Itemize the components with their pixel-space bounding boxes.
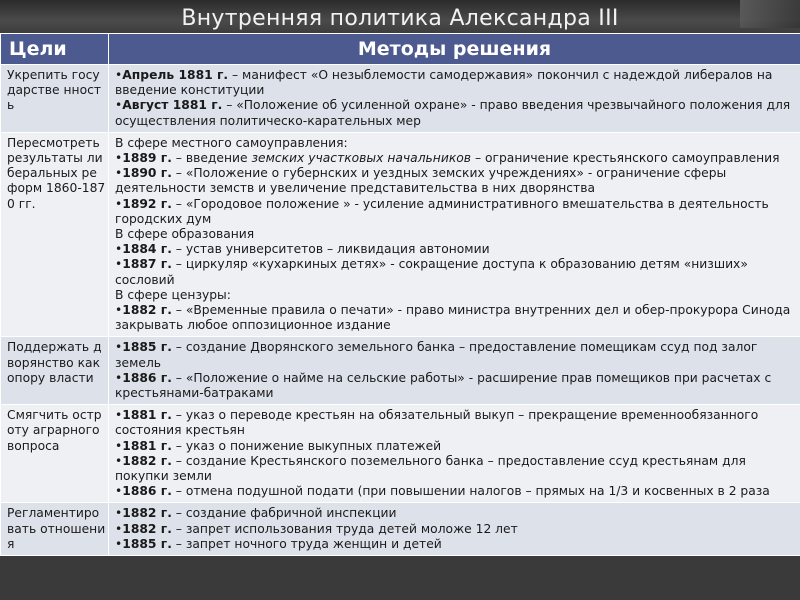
date-label: 1882 г. <box>122 453 172 468</box>
method-line <box>115 257 796 287</box>
slide-title: Внутренняя политика Александра III <box>181 6 619 31</box>
method-text: – циркуляр «кухаркиных детях» - сокращение доступа к образованию детям «низших» сословий <box>115 257 748 287</box>
bullet: • <box>115 242 123 257</box>
header-goals: Цели <box>1 34 109 65</box>
date-label: 1886 г. <box>122 370 172 385</box>
date-label: 1885 г. <box>122 536 172 551</box>
method-line <box>115 303 796 333</box>
method-text: – создание фабричной инспекции <box>171 506 397 521</box>
method-line <box>115 439 796 454</box>
table-row <box>1 65 800 133</box>
method-line <box>115 371 796 401</box>
bullet: • <box>115 536 123 551</box>
method-line <box>115 288 796 303</box>
bullet: • <box>115 438 123 453</box>
date-label: 1882 г. <box>122 506 172 521</box>
date-label: 1885 г. <box>122 340 172 355</box>
bullet: • <box>115 166 123 181</box>
method-text: – «Положение о губернских и уездных земских учреждениях» - ограничение сферы деятельности земств и увеличение представительства в них дворянства <box>115 166 727 196</box>
date-label: 1890 г. <box>122 166 172 181</box>
method-line <box>115 166 796 196</box>
method-line <box>115 340 796 370</box>
date-label: 1882 г. <box>122 521 172 536</box>
method-line <box>115 537 796 552</box>
table-row <box>1 503 800 556</box>
method-text: – запрет использования труда детей моложе 12 лет <box>171 521 518 536</box>
method-text: – манифест «О незыблемости самодержавия» покончил с надеждой либералов на введение конституции <box>115 68 773 98</box>
goal-cell: Укрепить государстве нность <box>1 65 109 133</box>
policy-table <box>0 33 800 556</box>
bullet: • <box>115 453 123 468</box>
methods-cell <box>109 503 800 556</box>
bullet: • <box>115 340 123 355</box>
method-text: – введение <box>171 151 252 166</box>
bullet: • <box>115 506 123 521</box>
method-text: – указ о переводе крестьян на обязательный выкуп – прекращение временнообязанного состояния крестьян <box>115 408 759 438</box>
method-text: – отмена подушной подати (при повышении налогов – прямых на 1/3 и косвенных в 2 раза <box>171 484 770 499</box>
bullet: • <box>115 408 123 423</box>
goal-cell: Смягчить остроту аграрного вопроса <box>1 405 109 503</box>
method-italic: земских участковых начальников <box>251 151 472 166</box>
method-text: – ограничение крестьянского самоуправления <box>471 151 780 166</box>
bullet: • <box>115 257 123 272</box>
bullet: • <box>115 521 123 536</box>
date-label: Август 1881 г. <box>122 98 223 113</box>
method-text: В сфере местного самоуправления: <box>115 135 348 150</box>
bullet: • <box>115 98 123 113</box>
method-text: – устав университетов – ликвидация автономии <box>171 242 490 257</box>
method-line <box>115 136 796 151</box>
methods-cell <box>109 132 800 337</box>
bullet: • <box>115 370 123 385</box>
goal-cell: Поддержать дворянство как опору власти <box>1 337 109 405</box>
date-label: 1884 г. <box>122 242 172 257</box>
method-line <box>115 227 796 242</box>
method-text: – «Положение о найме на сельские работы» - расширение прав помещиков при расчетах с крестьянами-батраками <box>115 370 772 401</box>
date-label: Апрель 1881 г. <box>122 68 229 82</box>
method-text: В сфере образования <box>115 227 255 242</box>
goal-cell: Пересмотреть результаты либеральных реформ 1860-1870 гг. <box>1 132 109 337</box>
methods-cell <box>109 337 800 405</box>
table-body <box>1 65 800 556</box>
bullet: • <box>115 484 123 499</box>
method-text: – «Временные правила о печати» - право министра внутренних дел и обер-прокурора Синода закрывать любое оппозиционное издание <box>115 303 791 333</box>
method-line <box>115 151 796 166</box>
method-text: – «Городовое положение » - усиление административного вмешательства в деятельность городских дум <box>115 196 769 226</box>
method-line <box>115 98 796 128</box>
method-text: – создание Дворянского земельного банка – предоставление помещикам ссуд под залог земель <box>115 340 758 370</box>
table-row <box>1 337 800 405</box>
bullet: • <box>115 68 123 82</box>
method-text: В сфере цензуры: <box>115 287 231 302</box>
method-line <box>115 242 796 257</box>
date-label: 1887 г. <box>122 257 172 272</box>
method-text: – запрет ночного труда женщин и детей <box>171 536 442 551</box>
method-line <box>115 506 796 521</box>
table-row <box>1 405 800 503</box>
date-label: 1892 г. <box>122 196 172 211</box>
method-line <box>115 197 796 227</box>
table-row <box>1 132 800 337</box>
method-text: – создание Крестьянского поземельного банка – предоставление ссуд крестьянам для покупки земли <box>115 453 746 484</box>
method-line <box>115 484 796 499</box>
bullet: • <box>115 196 123 211</box>
methods-cell <box>109 405 800 503</box>
method-text: – «Положение об усиленной охране» - право введения чрезвычайного положения для осуществления политическо-карательных мер <box>115 98 791 128</box>
bullet: • <box>115 303 123 318</box>
method-text: – указ о понижение выкупных платежей <box>171 438 442 453</box>
header-methods: Методы решения <box>109 34 800 65</box>
date-label: 1886 г. <box>122 484 172 499</box>
date-label: 1882 г. <box>122 303 172 318</box>
methods-cell <box>109 65 800 133</box>
header-row <box>1 34 800 65</box>
date-label: 1881 г. <box>122 438 172 453</box>
goal-cell: Регламентировать отношения <box>1 503 109 556</box>
method-line <box>115 68 796 98</box>
date-label: 1881 г. <box>122 408 172 423</box>
method-line <box>115 454 796 484</box>
bullet: • <box>115 151 123 166</box>
date-label: 1889 г. <box>122 151 172 166</box>
method-line <box>115 522 796 537</box>
method-line <box>115 408 796 438</box>
